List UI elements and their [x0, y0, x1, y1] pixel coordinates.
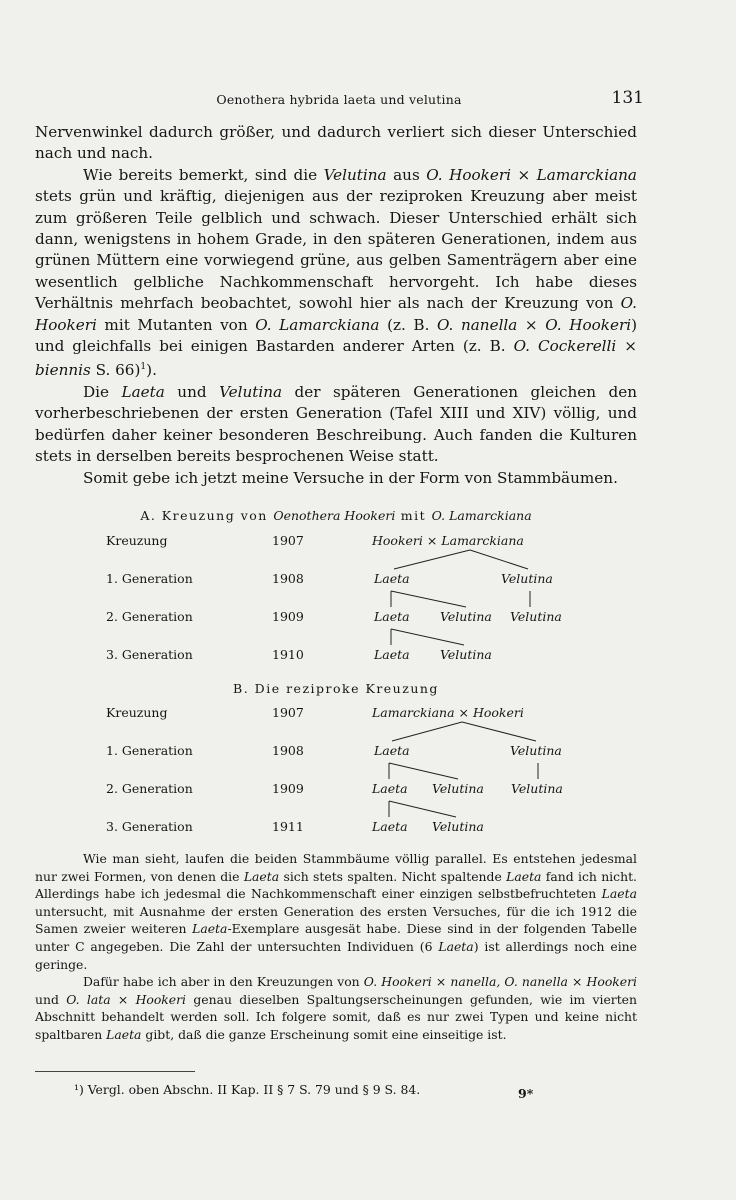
- paragraph-3: Die Laeta und Velutina der späteren Generationen gleichen den vorherbeschriebenen der ersten Generation (Tafel XIII und XIV) völlig, und bedürfen daher keiner besonderen Beschreibung. Auch fanden die Kulturen stets in derselben bereits besprochenen Weise statt.: [35, 382, 637, 466]
- paragraph-2: Wie bereits bemerkt, sind die Velutina aus O. Hookeri × Lamarckiana stets grün und kräftig, diejenigen aus der reziproken Kreuzung aber meist zum größeren Teile gelblich und schwach. Dieser Unterschied erhält sich dann, wenigstens in hohem Grade, in den späteren Generationen, indem aus grünen Müttern eine vorwiegend grüne, aus gelben Samenträgern aber eine wesentlich gelbliche Nachkommenschaft hervorgeht. Ich habe dieses Verhältnis mehrfach beobachtet, sowohl hier als nach der Kreuzung von O. Hookeri mit Mutanten von O. Lamarckiana (z. B. O. nanella × O. Hookeri) und gleichfalls bei einigen Bastarden anderer Arten (z. B. O. Cockerelli × biennis S. 66)$^1$).: [35, 165, 637, 380]
- footnote-rule: [35, 1071, 195, 1072]
- tree-a-row-gen3: 3. Generation 1910 Laeta Velutina: [106, 647, 492, 662]
- tree-a-line: [470, 550, 528, 569]
- signature-mark: 9*: [518, 1086, 534, 1101]
- footnote: ¹) Vergl. oben Abschn. II Kap. II § 7 S. 79 und § 9 S. 84.: [74, 1082, 421, 1097]
- tree-a-row-gen1: 1. Generation 1908 Laeta Velutina: [106, 571, 553, 586]
- footnote-ref: 1: [140, 362, 147, 373]
- tree-a-row-gen2: 2. Generation 1909 Laeta Velutina Velutina: [106, 609, 562, 624]
- tree-b-line: [462, 722, 536, 741]
- tree-a-line: [394, 550, 470, 569]
- note-paragraph-2: Dafür habe ich aber in den Kreuzungen von O. Hookeri × nanella, O. nanella × Hookeri und O. lata × Hookeri genau dieselben Spaltungserscheinungen gefunden, wie im vierten Abschnitt behandelt werden soll. Ich folgere somit, daß es nur zwei Typen und keine nicht spaltbaren Laeta gibt, daß die ganze Erscheinung somit eine einseitige ist.: [35, 974, 638, 1042]
- tree-b-title: B. Die reziproke Kreuzung: [233, 681, 439, 696]
- tree-b-row-gen2: 2. Generation 1909 Laeta Velutina Velutina: [106, 781, 563, 796]
- paragraph-4: Somit gebe ich jetzt meine Versuche in der Form von Stammbäumen.: [83, 468, 618, 487]
- tree-a-line: [391, 629, 464, 645]
- tree-a-cross: Hookeri × Lamarckiana: [372, 533, 524, 548]
- note-paragraph-1: Wie man sieht, laufen die beiden Stammbäume völlig parallel. Es entstehen jedesmal nur zwei Formen, von denen die Laeta sich stets spalten. Nicht spaltende Laeta fand ich nicht. Allerdings habe ich jedesmal die Nachkommenschaft einer einzigen selbstbefruchteten Laeta untersucht, mit Ausnahme der ersten Generation des ersten Versuches, für die ich 1912 die Samen zweier weiteren Laeta-Exemplare ausgesät habe. Diese sind in der folgenden Tabelle unter C angegeben. Die Zahl der untersuchten Individuen (6 Laeta) ist allerdings noch eine geringe.: [35, 851, 637, 972]
- tree-b-line: [389, 763, 458, 779]
- tree-b-cross: Lamarckiana × Hookeri: [372, 705, 524, 720]
- tree-b-row-gen1: 1. Generation 1908 Laeta Velutina: [106, 743, 562, 758]
- page-number: 131: [611, 88, 644, 108]
- tree-b-line: [392, 722, 462, 741]
- paragraph-1: Nervenwinkel dadurch größer, und dadurch verliert sich dieser Unterschied nach und nach.: [35, 123, 637, 163]
- tree-a-line: [391, 591, 466, 607]
- small-print-notes: [35, 850, 637, 1044]
- tree-a-title: A. Kreuzung von Oenothera Hookeri mit O. Lamarckiana: [140, 508, 532, 523]
- tree-b-row-gen3: 3. Generation 1911 Laeta Velutina: [106, 819, 484, 834]
- running-title: Oenothera hybrida laeta und velutina: [216, 92, 462, 107]
- tree-b-row-cross: Kreuzung 1907 Lamarckiana × Hookeri: [106, 705, 524, 720]
- tree-b-line: [389, 801, 456, 817]
- tree-a-row-cross: Kreuzung 1907 Hookeri × Lamarckiana: [106, 533, 524, 548]
